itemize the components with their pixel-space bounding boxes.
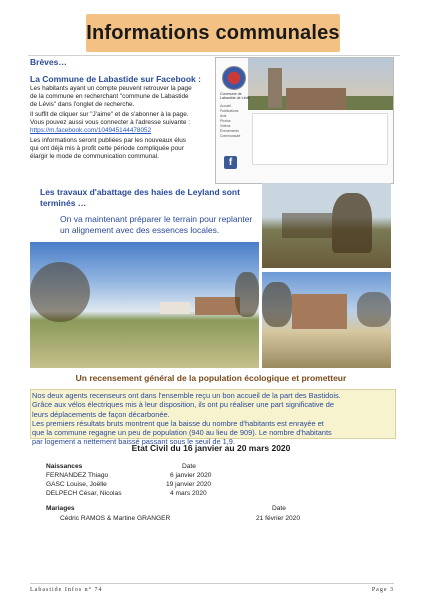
facebook-title: La Commune de Labastide sur Facebook :: [30, 74, 201, 84]
facebook-icon: f: [224, 156, 237, 169]
fb-menu: [220, 104, 240, 139]
divider: [28, 55, 400, 56]
fb-menu-item: Accueil: [220, 104, 231, 108]
census-line: Les premiers résultats bruts montrent que la baisse du nombre d'habitants est enrayée et: [32, 418, 324, 428]
etat-civil-title: Etat Civil du 16 janvier au 20 mars 2020: [131, 443, 291, 453]
date-header: Date: [272, 505, 286, 512]
census-line: Nos deux agents recenseurs ont dans l'ensemble reçu un bon accueil de la part des Bastidois.: [32, 391, 341, 400]
page-title: Informations communales: [86, 21, 340, 44]
naissance-date: 6 janvier 2020: [170, 472, 212, 479]
footer-page-number: Page 3: [371, 587, 394, 593]
fb-menu-item: Publications: [220, 109, 239, 113]
census-line: Grâce aux vélos électriques mis à leur disposition, ils ont pu réaliser une part significative de: [32, 400, 334, 410]
facebook-line: de la commune en recherchant "commune de Labastide: [30, 93, 189, 100]
census-title: Un recensement général de la population écologique et prometteur: [75, 373, 347, 383]
breves-label: Brèves…: [30, 57, 67, 67]
fb-menu-item: Événements: [220, 129, 239, 133]
facebook-line: élargir le mode de communication communal.: [30, 153, 159, 160]
village-roofs: [286, 88, 346, 110]
census-text: [32, 391, 390, 447]
mariage-names: Cédric RAMOS & Martine GRANGER: [60, 515, 171, 522]
facebook-line: qui ont déjà mis à profit cette période compliquée pour: [30, 145, 184, 152]
travaux-text: On va maintenant préparer le terrain pour replanter un alignement avec des essences locales.: [60, 214, 253, 235]
census-line: que la commune regagne un peu de population (940 au lieu de 909). Le nombre d'habitants: [32, 428, 332, 438]
photo-barn: [262, 272, 391, 368]
facebook-line: de Lévis" dans l'onglet de recherche.: [30, 101, 135, 108]
mariage-date: 21 février 2020: [256, 515, 300, 522]
fb-menu-item: Communauté: [220, 134, 241, 138]
mariages-label: Mariages: [46, 505, 75, 512]
naissance-name: GASC Louise, Joëlle: [46, 481, 107, 488]
fb-menu-item: Vidéos: [220, 124, 231, 128]
footer-publication: Labastide Infos n° 74: [30, 587, 103, 593]
facebook-line: Les informations seront publiées par les nouveaux élus: [30, 137, 186, 144]
date-header: Date: [182, 463, 196, 470]
fb-page-name: Commune de Labastide de Lévis: [220, 92, 250, 100]
naissance-name: FERNANDEZ Thiago: [46, 472, 109, 479]
naissances-label: Naissances: [46, 463, 83, 470]
facebook-link[interactable]: https://m.facebook.com/104945144478052: [30, 127, 152, 134]
church-tower: [268, 68, 282, 108]
facebook-page-screenshot: [215, 57, 394, 184]
fb-menu-item: Avis: [220, 114, 227, 118]
census-line: par logement a nettement baissé passant sous le seuil de 1,9.: [32, 437, 235, 447]
footer-divider: [30, 583, 394, 584]
census-line: leurs déplacements de façon décarbonée.: [32, 409, 170, 419]
fb-menu-item: Photos: [220, 119, 231, 123]
facebook-line: Vous pouvez aussi vous connecter à l'adresse suivante :: [30, 119, 191, 126]
naissance-date: 4 mars 2020: [170, 490, 207, 497]
photo-field-buildings: [30, 242, 259, 368]
facebook-line: Il suffit de cliquer sur "J'aime" et de s'abonner à la page.: [30, 111, 189, 118]
fb-post-preview: [252, 113, 388, 165]
facebook-line: Les habitants ayant un compte peuvent retrouver la page: [30, 85, 192, 92]
section-banner: [86, 14, 340, 52]
naissance-date: 19 janvier 2020: [166, 481, 212, 488]
photo-hedge-cleared: [262, 183, 391, 268]
commune-logo: [222, 66, 246, 90]
travaux-title: Les travaux d'abattage des haies de Leyland sont terminés …: [40, 187, 240, 208]
naissance-name: DELPECH César, Nicolas: [46, 490, 122, 497]
